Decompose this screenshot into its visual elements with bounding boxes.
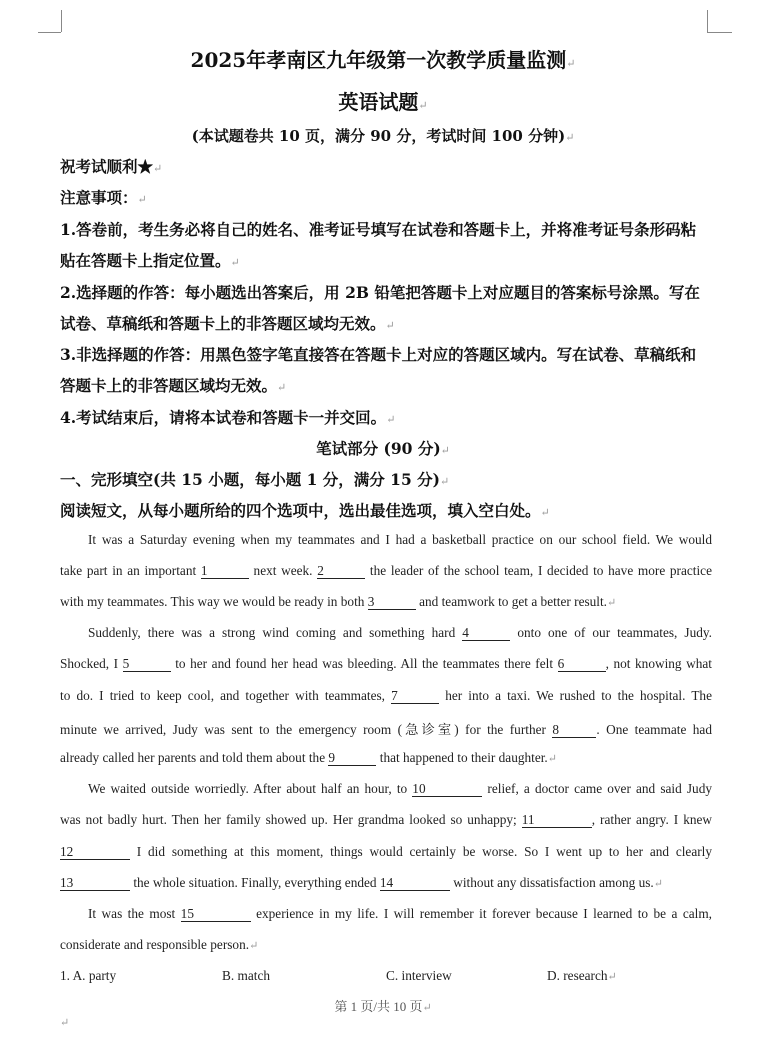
option-b[interactable]: B. match [222,968,271,983]
blank-10: 10 [412,782,482,797]
exam-title: 2025年孝南区九年级第一次教学质量监测↵ [190,48,576,72]
good-luck-line: 祝考试顺利★↵ [60,157,163,176]
blank-14: 14 [380,876,450,891]
exam-info: (本试题卷共 10 页，满分 90 分，考试时间 100 分钟)↵ [191,127,575,145]
passage-line: We waited outside worriedly. After about half an hour, to 10 relief, a doctor came over and said Judy [88,781,712,796]
option-a[interactable]: 1. A. party [60,968,117,983]
note-line: 贴在答题卡上指定位置。↵ [60,251,240,270]
blank-6: 6 [558,657,606,672]
part-heading: 一、完形填空(共 15 小题，每小题 1 分，满分 15 分)↵ [60,470,450,489]
blank-1: 1 [201,564,249,579]
passage-line: minute we arrived, Judy was sent to the emergency room (急诊室) for the further 8 . One teammate had [60,722,712,737]
passage-line: with my teammates. This way we would be ready in both 3 and teamwork to get a better result.↵ [60,594,617,609]
note-line: 2.选择题的作答：每小题选出答案后，用 2B 铅笔把答题卡上对应题目的答案标号涂黑。写在 [60,283,700,302]
blank-4: 4 [462,626,510,641]
blank-2: 2 [317,564,365,579]
passage-line: Suddenly, there was a strong wind coming and something hard 4 onto one of our teammates, Judy. [88,625,712,640]
note-line: 试卷、草稿纸和答题卡上的非答题区域均无效。↵ [60,314,395,333]
crop-mark-top-right [707,10,708,32]
crop-mark-top-right [707,32,732,33]
passage-line: It was the most 15 experience in my life. I will remember it forever because I learned to be a calm, [88,906,713,921]
passage-line: take part in an important 1 next week. 2 the leader of the school team, I decided to have more practice [60,563,712,578]
blank-8: 8 [552,723,596,738]
note-line: 1.答卷前，考生务必将自己的姓名、准考证号填写在试卷和答题卡上，并将准考证号条形码粘 [60,220,697,239]
option-d[interactable]: D. research↵ [547,968,617,983]
passage-line: 12 I did something at this moment, things would certainly be worse. So I went up to her and clearly [60,844,712,859]
subject-title: 英语试题↵ [338,90,428,114]
blank-3: 3 [368,595,416,610]
option-c[interactable]: C. interview [386,968,452,983]
passage-line: already called her parents and told them about the 9 that happened to their daughter.↵ [60,750,557,765]
paragraph-mark: ↵ [60,1016,70,1029]
blank-12: 12 [60,845,130,860]
blank-5: 5 [123,657,171,672]
instruction: 阅读短文，从每小题所给的四个选项中，选出最佳选项，填入空白处。↵ [60,501,550,520]
passage-line: to do. I tried to keep cool, and together with teammates, 7 her into a taxi. We rushed to the hospital. The [60,688,712,703]
note-line: 3.非选择题的作答：用黑色签字笔直接答在答题卡上对应的答题区域内。写在试卷、草稿纸和 [60,345,697,364]
passage-line: Shocked, I 5 to her and found her head was bleeding. All the teammates there felt 6 , not knowing what [60,656,712,671]
passage-line: 13 the whole situation. Finally, everything ended 14 without any dissatisfaction among us.↵ [60,875,663,890]
crop-mark-top-left [61,10,62,32]
note-line: 答题卡上的非答题区域均无效。↵ [60,376,287,395]
blank-11: 11 [522,813,592,828]
blank-9: 9 [328,751,376,766]
passage-line: was not badly hurt. Then her family showed up. Her grandma looked so unhappy; 11 , rather angry. I knew [60,812,712,827]
page-footer: 第 1 页/共 10 页↵ [334,999,432,1014]
blank-7: 7 [391,689,439,704]
section-title: 笔试部分 (90 分)↵ [316,439,450,458]
blank-13: 13 [60,876,130,891]
blank-15: 15 [181,907,251,922]
passage-line: considerate and responsible person.↵ [60,937,259,952]
crop-mark-top-left [38,32,61,33]
passage-line: It was a Saturday evening when my teammates and I had a basketball practice on our school field. We would [88,532,712,547]
notes-heading: 注意事项：↵ [60,188,147,207]
note-line: 4.考试结束后，请将本试卷和答题卡一并交回。↵ [60,408,396,427]
